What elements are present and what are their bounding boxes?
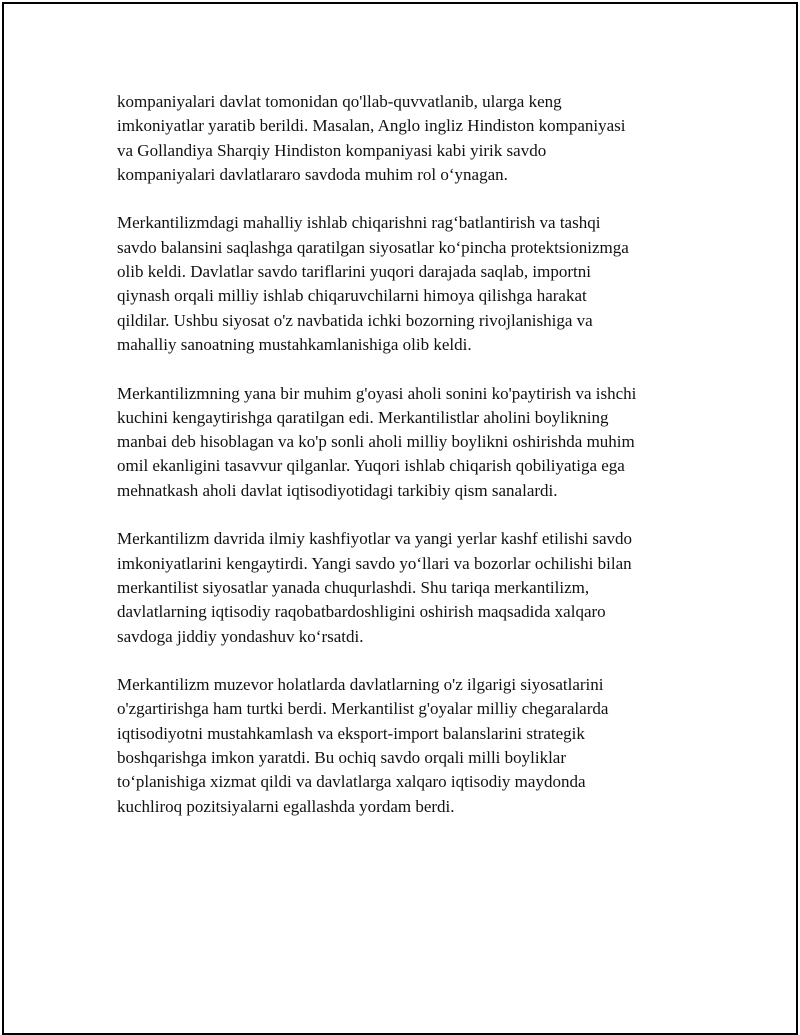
- text-line: savdoga jiddiy yondashuv ko‘rsatdi.: [117, 626, 364, 646]
- text-line: boshqarishga imkon yaratdi. Bu ochiq savdo orqali milli boyliklar: [117, 748, 567, 768]
- text-line: olib keldi. Davlatlar savdo tariflarini yuqori darajada saqlab, importni: [117, 262, 591, 282]
- text-line: iqtisodiyotni mustahkamlash va eksport-import balanslarini strategik: [117, 723, 585, 743]
- text-line: Merkantilizmdagi mahalliy ishlab chiqarishni rag‘batlantirish va tashqi: [117, 213, 601, 233]
- text-line: imkoniyatlar yaratib berildi. Masalan, Anglo ingliz Hindiston kompaniyasi: [117, 116, 626, 136]
- text-line: imkoniyatlarini kengaytirdi. Yangi savdo yo‘llari va bozorlar ochilishi bilan: [117, 553, 632, 573]
- text-line: Merkantilizm muzevor holatlarda davlatlarning o'z ilgarigi siyosatlarini: [117, 675, 604, 695]
- paragraph-2: [117, 211, 697, 357]
- text-line: merkantilist siyosatlar yanada chuqurlashdi. Shu tariqa merkantilizm,: [117, 577, 590, 597]
- paragraph-3: [117, 382, 697, 503]
- text-line: kuchini kengaytirishga qaratilgan edi. Merkantilistlar aholini boylikning: [117, 407, 609, 427]
- text-line: qiynash orqali milliy ishlab chiqaruvchilarni himoya qilishga harakat: [117, 286, 587, 306]
- paragraph-4: [117, 527, 697, 648]
- text-line: omil ekanligini tasavvur qilganlar. Yuqori ishlab chiqarish qobiliyatiga ega: [117, 456, 625, 476]
- text-line: Merkantilizmning yana bir muhim g'oyasi aholi sonini ko'paytirish va ishchi: [117, 383, 637, 403]
- text-line: kompaniyalari davlat tomonidan qo'llab-quvvatlanib, ularga keng: [117, 92, 562, 111]
- text-line: kuchliroq pozitsiyalarni egallashda yordam berdi.: [117, 796, 455, 816]
- text-line: davlatlarning iqtisodiy raqobatbardoshligini oshirish maqsadida xalqaro: [117, 602, 606, 622]
- document-body: [117, 90, 697, 843]
- text-line: o'zgartirishga ham turtki berdi. Merkantilist g'oyalar milliy chegaralarda: [117, 699, 609, 719]
- text-line: va Gollandiya Sharqiy Hindiston kompaniyasi kabi yirik savdo: [117, 140, 547, 160]
- paragraph-5: [117, 673, 697, 819]
- paragraph-1: [117, 90, 697, 187]
- text-line: kompaniyalari davlatlararo savdoda muhim rol o‘ynagan.: [117, 164, 508, 184]
- text-line: to‘planishiga xizmat qildi va davlatlarga xalqaro iqtisodiy maydonda: [117, 772, 586, 792]
- text-line: mahalliy sanoatning mustahkamlanishiga olib keldi.: [117, 334, 472, 354]
- text-line: Merkantilizm davrida ilmiy kashfiyotlar va yangi yerlar kashf etilishi savdo: [117, 529, 633, 549]
- text-line: manbai deb hisoblagan va ko'p sonli aholi milliy boylikni oshirishda muhim: [117, 432, 635, 452]
- text-line: savdo balansini saqlashga qaratilgan siyosatlar ko‘pincha protektsionizmga: [117, 237, 629, 257]
- text-line: qildilar. Ushbu siyosat o'z navbatida ichki bozorning rivojlanishiga va: [117, 310, 593, 330]
- text-line: mehnatkash aholi davlat iqtisodiyotidagi tarkibiy qism sanalardi.: [117, 480, 558, 500]
